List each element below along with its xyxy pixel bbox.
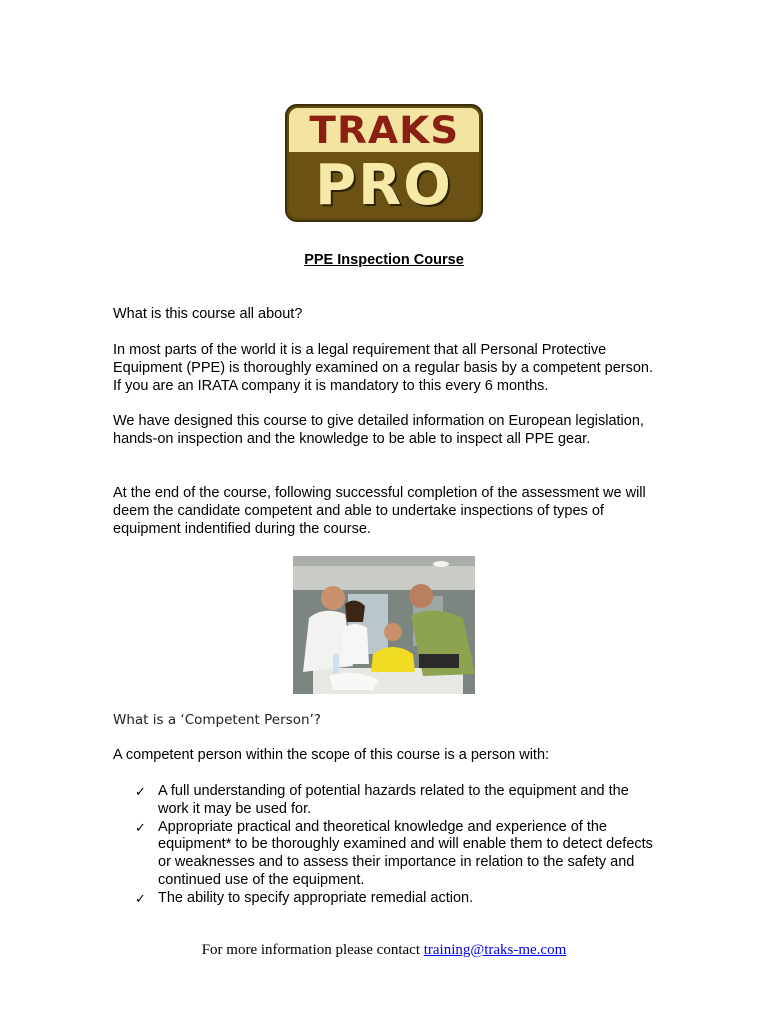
checkmark-icon: ✓ [135, 819, 146, 835]
paragraph-assessment: At the end of the course, following successful completion of the assessment we will deem the candidate competent and able to undertake inspections of types of equipment indentified during the course. [113, 485, 646, 537]
competency-checklist [133, 783, 663, 908]
page-title: PPE Inspection Course [304, 252, 464, 268]
paragraph-legal-requirement: In most parts of the world it is a legal requirement that all Personal Protective Equipment (PPE) is thoroughly examined on a regular basis by a competent person. If you are an IRATA company it is mandatory to this every 6 months. [113, 342, 654, 394]
contact-footer [0, 942, 768, 959]
logo-bottom-band [289, 152, 479, 218]
competent-person-heading: What is a ‘Competent Person’? [113, 712, 321, 728]
footer-text: For more information please contact [201, 942, 424, 958]
list-item [133, 783, 663, 819]
competent-person-intro: A competent person within the scope of this course is a person with: [113, 747, 550, 763]
traks-pro-logo [285, 104, 483, 222]
logo-text-traks: TRAKS [309, 108, 459, 152]
logo-top-band [289, 108, 479, 152]
list-item-text: The ability to specify appropriate remedial action. [158, 889, 474, 906]
contact-email-link[interactable]: training@traks-me.com [423, 942, 567, 958]
paragraph-course-design: We have designed this course to give detailed information on European legislation, hands-on inspection and the knowledge to be able to inspect all PPE gear. [113, 413, 644, 447]
training-photo [293, 556, 475, 694]
checkmark-icon: ✓ [135, 784, 146, 799]
list-item-text: Appropriate practical and theoretical knowledge and experience of the equipment* to be thoroughly examined and will enable them to detect defects or weaknesses and to assess their importance in relation to the safety and continued use of the equipment. [158, 818, 653, 888]
logo-text-pro: PRO [315, 152, 453, 218]
list-item-text: A full understanding of potential hazards related to the equipment and the work it may be used for. [158, 783, 629, 817]
checkmark-icon: ✓ [135, 890, 146, 906]
course-question: What is this course all about? [113, 306, 303, 322]
list-item [133, 890, 663, 908]
list-item [133, 819, 663, 890]
